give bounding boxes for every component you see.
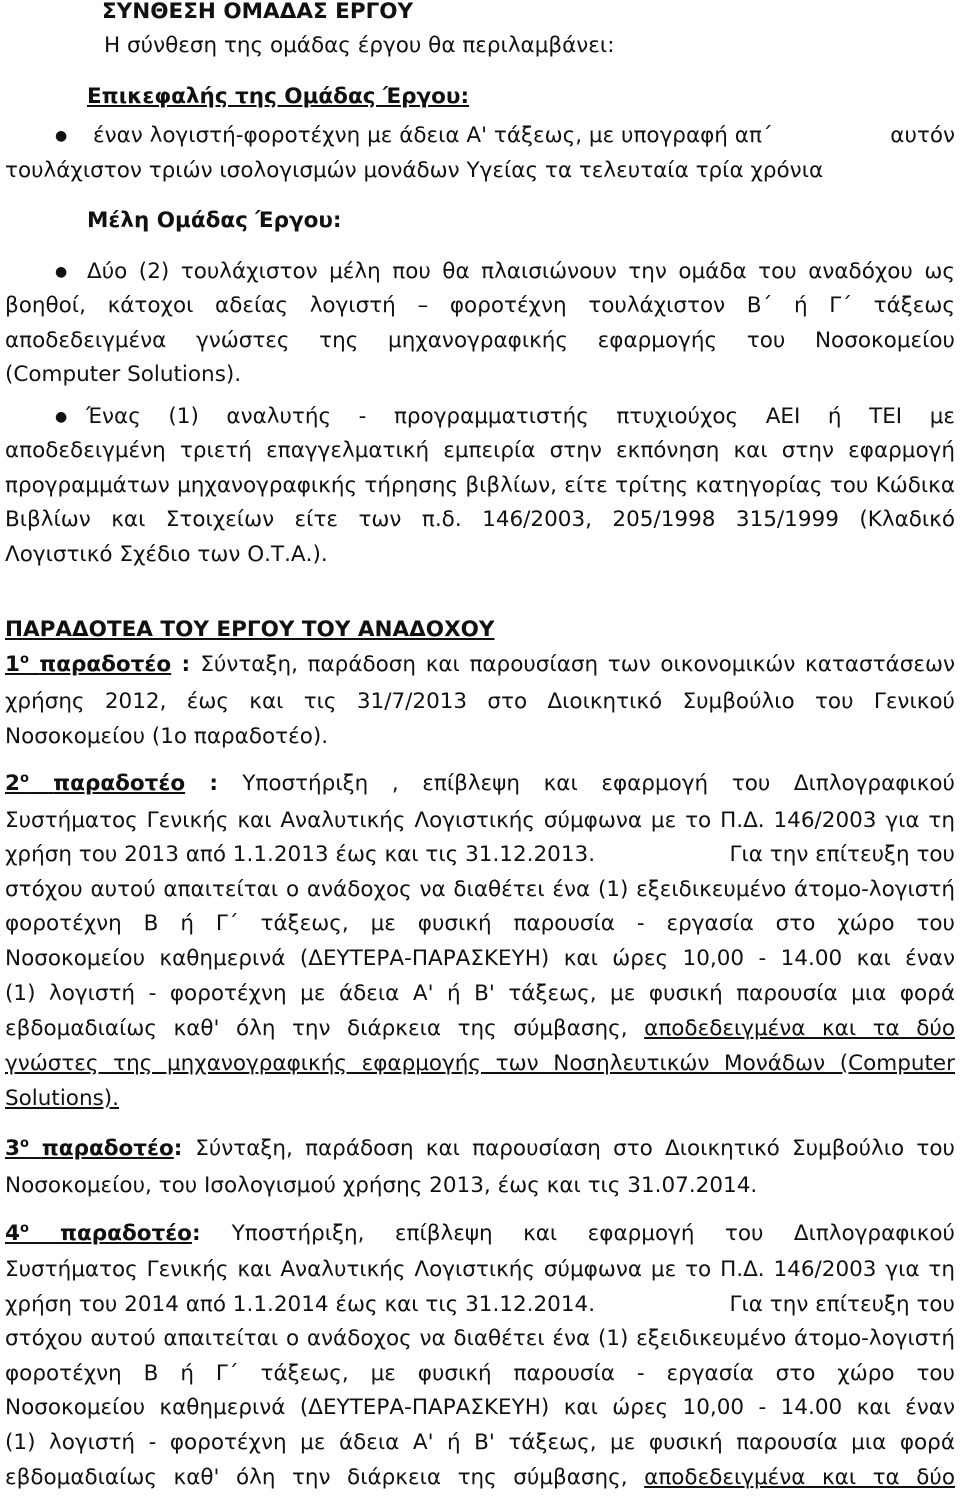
deliverable-2-line-5: φοροτέχνη Β ή Γ΄ τάξεως, με φυσική παρουσία - εργασία στο χώρο του (5, 911, 955, 936)
deliverable-2-line-3-end: Για την επίτευξη του (729, 842, 955, 867)
members-heading: Μέλη Ομάδας Έργου: (87, 208, 342, 233)
deliverable-1-line-2: χρήσης 2012, έως και τις 31/7/2013 στο Διοικητικό Συμβούλιο του Γενικού (5, 689, 955, 714)
member-1-line-1: Δύο (2) τουλάχιστον μέλη που θα πλαισιώνουν την ομάδα του αναδόχου ως (87, 259, 955, 284)
deliverable-2-line-1: $2^o$ παραδοτέο : Υποστήριξη , επίβλεψη και εφαρμογή του Διπλογραφικού (5, 770, 955, 796)
member-1-line-4: (Computer Solutions). (5, 362, 242, 387)
deliverable-2-line-3: χρήση του 2013 από 1.1.2013 έως και τις 31.12.2013. (5, 842, 596, 867)
deliverable-4-label: $4^o$ παραδοτέο (5, 1220, 192, 1246)
deliverable-1-line-3: Νοσοκομείου (1ο παραδοτέο). (5, 724, 329, 749)
deliverable-4-line-2: Συστήματος Γενικής και Αναλυτικής Λογιστικής σύμφωνα με το Π.Δ. 146/2003 για τη (5, 1257, 955, 1282)
member-1-line-3: αποδεδειγμένα γνώστες της μηχανογραφικής εφαρμογής του Νοσοκομείου (5, 328, 955, 353)
member-2-line-4: Βιβλίων και Στοιχείων είτε των π.δ. 146/2003, 205/1998 315/1999 (Κλαδικό (5, 507, 955, 532)
deliverable-4-line-7: (1) λογιστή - φοροτέχνη με άδεια Α' ή Β' τάξεως, με φυσική παρουσία μια φορά (5, 1430, 955, 1455)
deliverable-4-line-5: φοροτέχνη Β ή Γ΄ τάξεως, με φυσική παρουσία - εργασία στο χώρο του (5, 1361, 955, 1386)
deliverable-3-label: $3^o$ παραδοτέο (5, 1135, 174, 1161)
deliverables-heading: ΠΑΡΑΔΟΤΕΑ ΤΟΥ ΕΡΓΟΥ ΤΟΥ ΑΝΑΔΟΧΟΥ (5, 617, 495, 642)
deliverable-1-label: $1^o$ παραδοτέο (5, 651, 172, 677)
deliverable-3-line-1: $3^o$ παραδοτέο: Σύνταξη, παράδοση και παρουσίαση στο Διοικητικό Συμβούλιο του (5, 1135, 955, 1161)
deliverable-4-line-4: στόχου αυτού απαιτείται ο ανάδοχος να διαθέτει ένα (1) εξειδικευμένο άτομο-λογιστή (5, 1326, 955, 1351)
member-2-line-3: προγραμμάτων μηχανογραφικής τήρησης βιβλίων, είτε τρίτης κατηγορίας του Κώδικα (5, 473, 955, 498)
member-1-line-2: βοηθοί, κάτοχοι αδείας λογιστή – φοροτέχνη τουλάχιστον Β΄ ή Γ΄ τάξεως (5, 293, 955, 318)
deliverable-1-line-1: $1^o$ παραδοτέο : Σύνταξη, παράδοση και παρουσίαση των οικονομικών καταστάσεων (5, 651, 955, 677)
leader-line-2: τουλάχιστον τριών ισολογισμών μονάδων Υγείας τα τελευταία τρία χρόνια (5, 158, 824, 183)
bullet-icon: ● (55, 409, 68, 425)
deliverable-2-line-2: Συστήματος Γενικής και Αναλυτικής Λογιστικής σύμφωνα με το Π.Δ. 146/2003 για τη (5, 808, 955, 833)
deliverable-4-line-3-end: Για την επίτευξη του (729, 1292, 955, 1317)
deliverable-3-line-2: Νοσοκομείου, του Ισολογισμού χρήσης 2013, έως και τις 31.07.2014. (5, 1173, 758, 1198)
deliverable-2-line-6: Νοσοκομείου καθημερινά (ΔΕΥΤΕΡΑ-ΠΑΡΑΣΚΕΥΗ) και ώρες 10,00 - 14.00 και έναν (5, 946, 955, 971)
deliverable-4-line-3: χρήση του 2014 από 1.1.2014 έως και τις 31.12.2014. (5, 1292, 596, 1317)
deliverable-2-line-10: Solutions). (5, 1086, 120, 1111)
member-2-line-5: Λογιστικό Σχέδιο των Ο.Τ.Α.). (5, 542, 328, 567)
member-2-line-2: αποδεδειγμένη τριετή επαγγελματική εμπειρία στην εκπόνηση και στην εφαρμογή (5, 438, 955, 463)
deliverable-4-line-8: εβδομαδιαίως καθ' όλη την διάρκεια της σύμβασης, αποδεδειγμένα και τα δύο (5, 1465, 955, 1490)
leader-heading: Επικεφαλής της Ομάδας Έργου: (87, 84, 470, 109)
deliverable-4-line-6: Νοσοκομείου καθημερινά (ΔΕΥΤΕΡΑ-ΠΑΡΑΣΚΕΥΗ) και ώρες 10,00 - 14.00 και έναν (5, 1395, 955, 1420)
team-heading: ΣΥΝΘΕΣΗ ΟΜΑΔΑΣ ΕΡΓΟΥ (102, 0, 414, 24)
deliverable-2-label: $2^o$ παραδοτέο (5, 770, 186, 796)
deliverable-2-line-7: (1) λογιστή - φοροτέχνη με άδεια Α' ή Β' τάξεως, με φυσική παρουσία μια φορά (5, 981, 955, 1006)
member-2-line-1: Ένας (1) αναλυτής - προγραμματιστής πτυχιούχος ΑΕΙ ή ΤΕΙ με (86, 404, 955, 429)
bullet-icon: ● (55, 128, 68, 144)
deliverable-4-line-1: $4^o$ παραδοτέο: Υποστήριξη, επίβλεψη και εφαρμογή του Διπλογραφικού (5, 1220, 955, 1246)
deliverable-2-line-8: εβδομαδιαίως καθ' όλη την διάρκεια της σύμβασης, αποδεδειγμένα και τα δύο (5, 1016, 955, 1041)
leader-line-1-end: αυτόν (890, 123, 955, 148)
team-intro: Η σύνθεση της ομάδας έργου θα περιλαμβάνει: (104, 33, 615, 58)
deliverable-2-line-4: στόχου αυτού απαιτείται ο ανάδοχος να διαθέτει ένα (1) εξειδικευμένο άτομο-λογιστή (5, 877, 955, 902)
leader-line-1: έναν λογιστή-φοροτέχνη με άδεια Α' τάξεως, με υπογραφή απ΄ (93, 123, 773, 148)
bullet-icon: ● (55, 264, 68, 280)
deliverable-2-line-9: γνώστες της μηχανογραφικής εφαρμογής των Νοσηλευτικών Μονάδων (Computer (5, 1051, 955, 1076)
